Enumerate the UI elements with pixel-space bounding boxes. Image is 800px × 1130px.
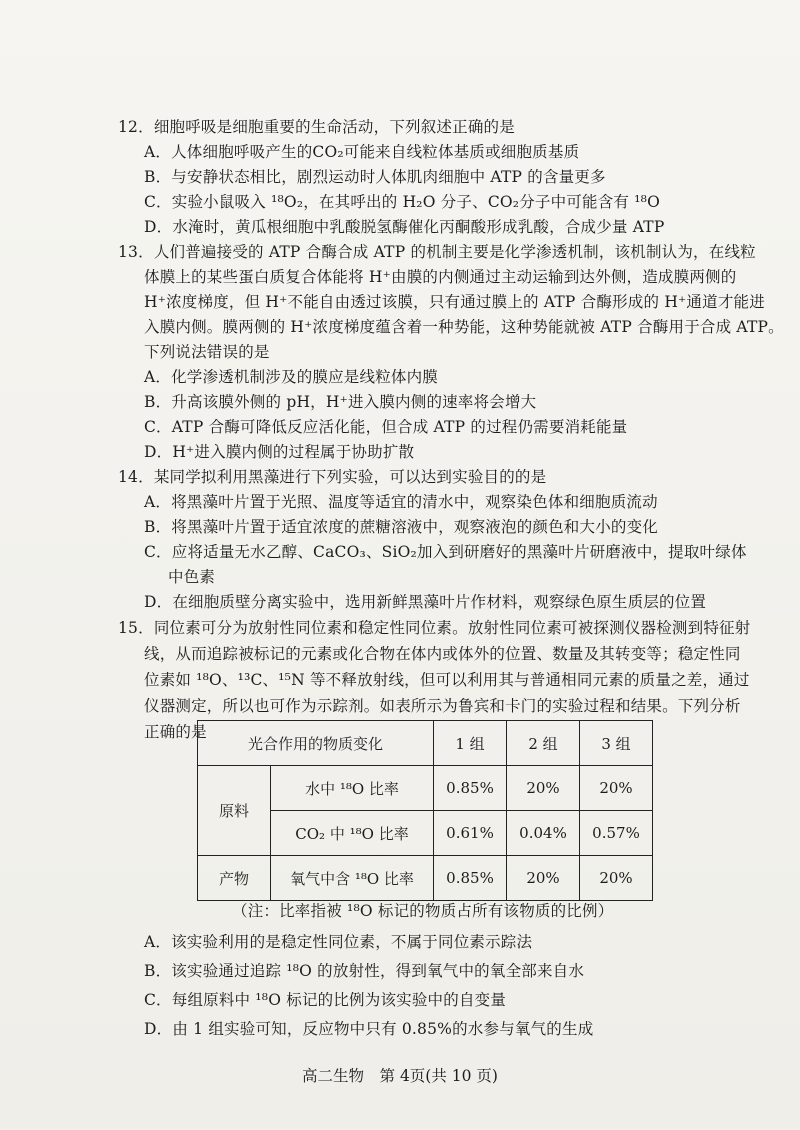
table-header-cell: 3 组 [580, 721, 653, 766]
q12-stem: 12．细胞呼吸是细胞重要的生命活动，下列叙述正确的是 [118, 118, 515, 136]
q15-stem-line5: 正确的是 [144, 723, 207, 741]
q12-option-c: C．实验小鼠吸入 ¹⁸O₂，在其呼出的 H₂O 分子、CO₂分子中可能含有 ¹⁸O [144, 193, 660, 211]
page-footer: 高二生物 第 4页(共 10 页) [302, 1067, 498, 1085]
q15-stem-line4: 仪器测定，所以也可作为示踪剂。如表所示为鲁宾和卡门的实验过程和结果。下列分析 [144, 697, 741, 715]
q14-option-a: A．将黑藻叶片置于光照、温度等适宜的清水中，观察染色体和细胞质流动 [144, 493, 658, 511]
q15-option-b: B．该实验通过追踪 ¹⁸O 的放射性，得到氧气中的氧全部来自水 [144, 962, 585, 980]
q15-stem-line2: 线，从而追踪被标记的元素或化合物在体内或体外的位置、数量及其转变等；稳定性同 [144, 645, 741, 663]
table-row [198, 856, 653, 901]
q13-option-d: D．H⁺进入膜内侧的过程属于协助扩散 [144, 443, 415, 461]
table-cell: 氧气中含 ¹⁸O 比率 [271, 856, 434, 901]
q13-option-a: A．化学渗透机制涉及的膜应是线粒体内膜 [144, 368, 438, 386]
table-cell: 20% [580, 856, 653, 901]
table-header-cell: 1 组 [434, 721, 507, 766]
q15-option-a: A．该实验利用的是稳定性同位素，不属于同位素示踪法 [144, 933, 533, 951]
q12-option-b: B．与安静状态相比，剧烈运动时人体肌肉细胞中 ATP 的含量更多 [144, 168, 606, 186]
table-header-cell: 光合作用的物质变化 [198, 721, 434, 766]
table-cell: 0.61% [434, 811, 507, 856]
table-cell: 0.85% [434, 856, 507, 901]
table-cell: 20% [507, 766, 580, 811]
table-cell: 20% [507, 856, 580, 901]
table-cell: 水中 ¹⁸O 比率 [271, 766, 434, 811]
q14-option-b: B．将黑藻叶片置于适宜浓度的蔗糖溶液中，观察液泡的颜色和大小的变化 [144, 518, 658, 536]
q13-option-c: C．ATP 合酶可降低反应活化能，但合成 ATP 的过程仍需要消耗能量 [144, 418, 628, 436]
q12-option-a: A．人体细胞呼吸产生的CO₂可能来自线粒体基质或细胞质基质 [144, 143, 580, 161]
table-group-label: 原料 [198, 766, 271, 856]
q13-stem-line3: H⁺浓度梯度，但 H⁺不能自由透过该膜，只有通过膜上的 ATP 合酶形成的 H⁺通道才能进 [144, 293, 765, 311]
q13-stem-line1: 13．人们普遍接受的 ATP 合酶合成 ATP 的机制主要是化学渗透机制，该机制认为，在线粒 [118, 243, 756, 261]
q13-stem-line5: 下列说法错误的是 [144, 343, 270, 361]
q14-option-c-line1: C．应将适量无水乙醇、CaCO₃、SiO₂加入到研磨好的黑藻叶片研磨液中，提取叶绿体 [144, 543, 747, 561]
q15-option-d: D．由 1 组实验可知，反应物中只有 0.85%的水参与氧气的生成 [144, 1020, 594, 1038]
table-cell: 20% [580, 766, 653, 811]
q13-stem-line2: 体膜上的某些蛋白质复合体能将 H⁺由膜的内侧通过主动运输到达外侧，造成膜两侧的 [144, 268, 737, 286]
q15-option-c: C．每组原料中 ¹⁸O 标记的比例为该实验中的自变量 [144, 991, 507, 1009]
table-cell: 0.57% [580, 811, 653, 856]
q13-option-b: B．升高该膜外侧的 pH，H⁺进入膜内侧的速率将会增大 [144, 393, 537, 411]
table-header-row [198, 721, 653, 766]
q13-stem-line4: 入膜内侧。膜两侧的 H⁺浓度梯度蕴含着一种势能，这种势能就被 ATP 合酶用于合成 ATP。 [144, 318, 784, 336]
q14-option-d: D．在细胞质壁分离实验中，选用新鲜黑藻叶片作材料，观察绿色原生质层的位置 [144, 593, 707, 611]
q15-stem-line1: 15．同位素可分为放射性同位素和稳定性同位素。放射性同位素可被探测仪器检测到特征射 [118, 619, 751, 637]
table-row [198, 766, 653, 811]
table-group-label: 产物 [198, 856, 271, 901]
table-note: （注：比率指被 ¹⁸O 标记的物质占所有该物质的比例） [232, 902, 614, 920]
q15-stem-line3: 位素如 ¹⁸O、¹³C、¹⁵N 等不释放射线，但可以利用其与普通相同元素的质量之差，通过 [144, 671, 750, 689]
table-cell: 0.85% [434, 766, 507, 811]
table-header-cell: 2 组 [507, 721, 580, 766]
table-cell: CO₂ 中 ¹⁸O 比率 [271, 811, 434, 856]
q12-option-d: D．水淹时，黄瓜根细胞中乳酸脱氢酶催化丙酮酸形成乳酸，合成少量 ATP [144, 218, 665, 236]
table-cell: 0.04% [507, 811, 580, 856]
q14-option-c-line2: 中色素 [168, 568, 216, 586]
q14-stem: 14．某同学拟利用黑藻进行下列实验，可以达到实验目的的是 [118, 468, 547, 486]
q15-data-table [197, 720, 653, 901]
